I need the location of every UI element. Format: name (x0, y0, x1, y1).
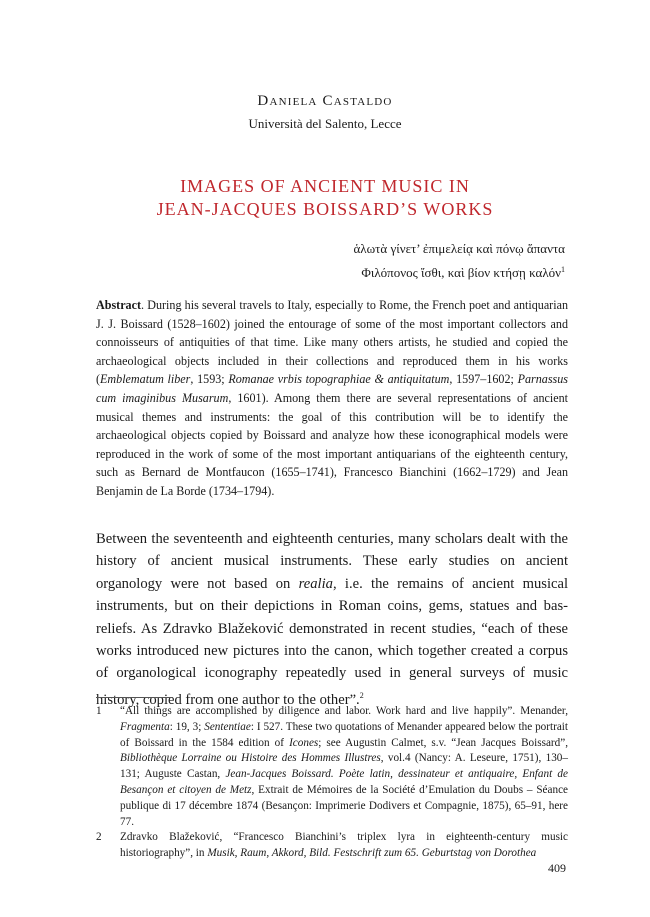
epigraph (354, 238, 566, 283)
footnote-text: , Extrait de Mémoires de la Société d’Emulation du Doubs – Séance publique di 17 décembre 1874 (Besançon: Imprimerie Dodivers et Compagnie, 1875), 65–91, here 77. (120, 783, 568, 828)
footnote-ref-2[interactable]: 2 (359, 690, 364, 700)
footnote-divider (96, 697, 172, 698)
abstract-title-parnassus: Parnassus cum imaginibus Musarum (96, 372, 568, 405)
abstract-text-d: , 1601). Among them there are several representations of ancient musical themes and instruments: the goal of this contribution will be to identify the archaeological objects copied by Boissard and analyze how these iconographical models were reproduced in the work of some of the most important antiquarians of the eighteenth century, such as Bernard de Montfaucon (1655–1741), Francesco Bianchini (1662–1729) and Jean Benjamin de La Borde (1734–1794). (96, 390, 568, 498)
footnote-text: : 19, 3; (169, 720, 205, 733)
epigraph-line-2 (354, 259, 566, 283)
footnote-italic: Jean-Jacques Boissard. Poète latin, dessinateur et antiquaire, Enfant de Besançon et citoyen de Metz (120, 768, 568, 796)
page-number: 409 (548, 861, 566, 875)
footnote-text: ; see Augustin Calmet, s.v. “Jean Jacques Boissard”, (318, 736, 568, 749)
epigraph-line-2-text: Φιλόπονος ἴσθι, καὶ βίον κτήσῃ καλόν (361, 265, 561, 280)
body-text-b: , i.e. the remains of ancient musical instruments, but on their depictions in Roman coins, gems, statues and bas-reliefs. As Zdravko Blažeković demonstrated in recent studies, “each of these works introduced new pictures into the canon, which together created a corpus of organological iconography repeatedly used in general surveys of music history, copied from one author to the other”. (96, 575, 569, 708)
abstract-title-emblematum: Emblematum liber (100, 372, 191, 387)
abstract-text-c: , 1597–1602; (449, 372, 518, 387)
body-realia: realia (298, 575, 333, 592)
abstract-text-a: . During his several travels to Italy, especially to Rome, the French poet and antiquarian J. J. Boissard (1528–1602) joined the entourage of some of the most important collectors and connoisseurs of antiquities of that time. Like many others artists, he studied and copied the archaeological objects included in their collections and reproduced them in his works ( (96, 298, 568, 387)
footnote-text: , vol.4 (Nancy: A. Leseure, 1751), 130–131; Auguste Castan, (120, 752, 568, 781)
footnote-text: : I 527. These two quotations of Menander appeared below the portrait of Boissard in the 1584 edition of (120, 720, 569, 749)
paper-title (0, 175, 650, 221)
footnote-1 (96, 704, 568, 830)
epigraph-line-1: ἁλωτὰ γίνετ’ ἐπιμελείᾳ καὶ πόνῳ ἅπαντα (353, 241, 565, 256)
author-affiliation: Università del Salento, Lecce (248, 116, 402, 131)
abstract-label: Abstract (96, 298, 142, 312)
author-name: Daniela Castaldo (257, 93, 393, 109)
body-text-a: Between the seventeenth and eighteenth centuries, many scholars dealt with the history of ancient musical instruments. These early studies on ancient organology were not based on (96, 531, 568, 592)
footnote-italic: Musik, Raum, Akkord, Bild. Festschrift zum 65. Geburtstag von Dorothea (207, 847, 537, 860)
title-line-2: JEAN-JACQUES BOISSARD’S WORKS (156, 199, 494, 219)
footnote-ref-1[interactable]: 1 (561, 265, 565, 274)
footnote-italic: Sententiae (204, 720, 251, 733)
abstract (96, 296, 568, 501)
body-paragraph (96, 528, 568, 711)
footnote-italic: Icones (289, 736, 319, 749)
abstract-text-b: , 1593; (190, 372, 229, 387)
footnotes (96, 704, 568, 862)
footnote-text: “All things are accomplished by diligence and labor. Work hard and live happily”. Menander, (120, 705, 568, 717)
footnote-italic: Bibliothèque Lorraine ou Histoire des Hommes Illustres (120, 752, 381, 765)
footnote-italic: Fragmenta (120, 720, 170, 733)
title-line-1: IMAGES OF ANCIENT MUSIC IN (180, 176, 470, 196)
footnote-2 (96, 830, 568, 862)
footnote-text: Zdravko Blažeković, “Francesco Bianchini’s triplex lyra in eighteenth-century music historiography”, in (120, 831, 568, 860)
abstract-title-romanae: Romanae vrbis topographiae & antiquitatum (228, 372, 450, 387)
footnote-number: 2 (96, 831, 102, 844)
footnote-number: 1 (96, 705, 102, 717)
